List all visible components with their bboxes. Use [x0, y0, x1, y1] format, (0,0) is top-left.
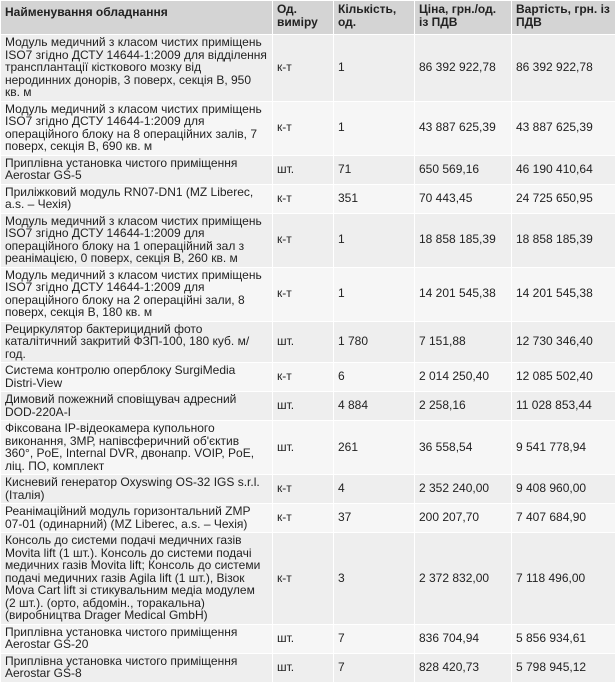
- cell-name: Модуль медичний з класом чистих приміщень ISO7 згідно ДСТУ 14644-1:2009 для операційного блоку на 2 операційні зали, 8 поверх, секція В, 180 кв. м: [1, 267, 273, 321]
- cell-unit: к-т: [273, 475, 334, 504]
- column-header-name: Найменування обладнання: [1, 1, 273, 35]
- cell-quantity: 6: [334, 363, 415, 392]
- cell-quantity: 3: [334, 533, 415, 625]
- cell-name: Приплівна установка чистого приміщення Aerostar GS-5: [1, 155, 273, 184]
- column-header-unit: Од. виміру: [273, 1, 334, 35]
- table-row: [1, 101, 615, 155]
- cell-price: 14 201 545,38: [415, 267, 512, 321]
- cell-price: 18 858 185,39: [415, 213, 512, 267]
- cell-name: Модуль медичний з класом чистих приміщень ISO7 згідно ДСТУ 14644-1:2009 для операційного блоку на 8 операційних залів, 7 поверх, секція В, 690 кв. м: [1, 101, 273, 155]
- cell-total: 24 725 650,95: [512, 184, 615, 213]
- cell-price: 2 258,16: [415, 392, 512, 421]
- table-row: [1, 213, 615, 267]
- cell-name: Модуль медичний з класом чистих приміщень ISO7 згідно ДСТУ 14644-1:2009 для відділення трансплантації кісткового мозку від неродинних донорів, 3 поверх, секція В, 950 кв. м: [1, 35, 273, 102]
- cell-name: Фіксована IP-відеокамера купольного виконання, 3МР, напівсферичний об'єктив 360°, PoE, Internal DVR, двонапр. VOIP, PoE, ліц. ПО, комплект: [1, 421, 273, 475]
- table-row: [1, 504, 615, 533]
- cell-total: 86 392 922,78: [512, 35, 615, 102]
- cell-quantity: 1: [334, 267, 415, 321]
- cell-quantity: 261: [334, 421, 415, 475]
- cell-price: 70 443,45: [415, 184, 512, 213]
- cell-unit: к-т: [273, 363, 334, 392]
- cell-name: Система контролю оперблоку SurgiMedia Distri-View: [1, 363, 273, 392]
- table-row: [1, 421, 615, 475]
- cell-total: 18 858 185,39: [512, 213, 615, 267]
- cell-total: 46 190 410,64: [512, 155, 615, 184]
- table-row: [1, 363, 615, 392]
- cell-unit: к-т: [273, 35, 334, 102]
- cell-unit: к-т: [273, 504, 334, 533]
- cell-unit: к-т: [273, 184, 334, 213]
- cell-name: Димовий пожежний сповіщувач адресний DOD-220A-I: [1, 392, 273, 421]
- cell-price: 36 558,54: [415, 421, 512, 475]
- cell-price: 650 569,16: [415, 155, 512, 184]
- column-header-price: Ціна, грн./од. із ПДВ: [415, 1, 512, 35]
- cell-total: 9 408 960,00: [512, 475, 615, 504]
- cell-total: 12 085 502,40: [512, 363, 615, 392]
- cell-quantity: 1: [334, 213, 415, 267]
- cell-total: 5 798 945,12: [512, 653, 615, 682]
- cell-price: 7 151,88: [415, 321, 512, 363]
- table-row: [1, 35, 615, 102]
- column-header-quantity: Кількість, од.: [334, 1, 415, 35]
- cell-price: 43 887 625,39: [415, 101, 512, 155]
- cell-quantity: 1: [334, 101, 415, 155]
- cell-total: 9 541 778,94: [512, 421, 615, 475]
- table-row: [1, 321, 615, 363]
- cell-name: Реанімаційний модуль горизонтальний ZMP 07-01 (одинарний) (MZ Liberec, a.s. – Чехія): [1, 504, 273, 533]
- table-header-row: [1, 1, 615, 35]
- cell-total: 7 407 684,90: [512, 504, 615, 533]
- cell-name: Приліжковий модуль RN07-DN1 (MZ Liberec, a.s. – Чехія): [1, 184, 273, 213]
- cell-quantity: 71: [334, 155, 415, 184]
- cell-unit: шт.: [273, 155, 334, 184]
- table-row: [1, 653, 615, 682]
- table-row: [1, 624, 615, 653]
- table-row: [1, 533, 615, 625]
- cell-unit: шт.: [273, 392, 334, 421]
- cell-quantity: 7: [334, 653, 415, 682]
- cell-unit: шт.: [273, 624, 334, 653]
- table-row: [1, 155, 615, 184]
- cell-name: Приплівна установка чистого приміщення Aerostar GS-20: [1, 624, 273, 653]
- cell-quantity: 1: [334, 35, 415, 102]
- cell-price: 828 420,73: [415, 653, 512, 682]
- cell-unit: шт.: [273, 421, 334, 475]
- table-row: [1, 475, 615, 504]
- cell-price: 2 352 240,00: [415, 475, 512, 504]
- cell-unit: к-т: [273, 213, 334, 267]
- cell-unit: шт.: [273, 321, 334, 363]
- cell-quantity: 4 884: [334, 392, 415, 421]
- cell-total: 12 730 346,40: [512, 321, 615, 363]
- cell-total: 14 201 545,38: [512, 267, 615, 321]
- cell-name: Рециркулятор бактерицидний фото каталітичний закритий ФЗП-100, 180 куб. м/год.: [1, 321, 273, 363]
- cell-quantity: 37: [334, 504, 415, 533]
- cell-name: Кисневий генератор Oxyswing OS-32 IGS s.r.l. (Італія): [1, 475, 273, 504]
- cell-quantity: 1 780: [334, 321, 415, 363]
- cell-price: 836 704,94: [415, 624, 512, 653]
- cell-quantity: 4: [334, 475, 415, 504]
- cell-price: 86 392 922,78: [415, 35, 512, 102]
- cell-unit: шт.: [273, 653, 334, 682]
- cell-unit: к-т: [273, 533, 334, 625]
- cell-total: 7 118 496,00: [512, 533, 615, 625]
- table-row: [1, 267, 615, 321]
- cell-total: 11 028 853,44: [512, 392, 615, 421]
- cell-name: Модуль медичний з класом чистих приміщень ISO7 згідно ДСТУ 14644-1:2009 для операційного блоку на 1 операційний зал з реанімацією, 0 поверх, секція В, 260 кв. м: [1, 213, 273, 267]
- cell-total: 5 856 934,61: [512, 624, 615, 653]
- cell-price: 2 372 832,00: [415, 533, 512, 625]
- cell-price: 200 207,70: [415, 504, 512, 533]
- cell-unit: к-т: [273, 101, 334, 155]
- table-row: [1, 184, 615, 213]
- cell-total: 43 887 625,39: [512, 101, 615, 155]
- table-row: [1, 392, 615, 421]
- cell-unit: к-т: [273, 267, 334, 321]
- cell-quantity: 351: [334, 184, 415, 213]
- cell-price: 2 014 250,40: [415, 363, 512, 392]
- column-header-total: Вартість, грн. із ПДВ: [512, 1, 615, 35]
- cell-name: Консоль до системи подачі медичних газів Movita lift (1 шт.). Консоль до системи подачі медичних газів Movita lift; Консоль до системи подачі медичних газів Agila lift (1 шт.), Візок Mova Cart lift зі стикувальним медіа модулем (2 шт.). (орто, абдомін., торакальна) (виробництва Drager Medical GmbH): [1, 533, 273, 625]
- cell-name: Приплівна установка чистого приміщення Aerostar GS-8: [1, 653, 273, 682]
- cell-quantity: 7: [334, 624, 415, 653]
